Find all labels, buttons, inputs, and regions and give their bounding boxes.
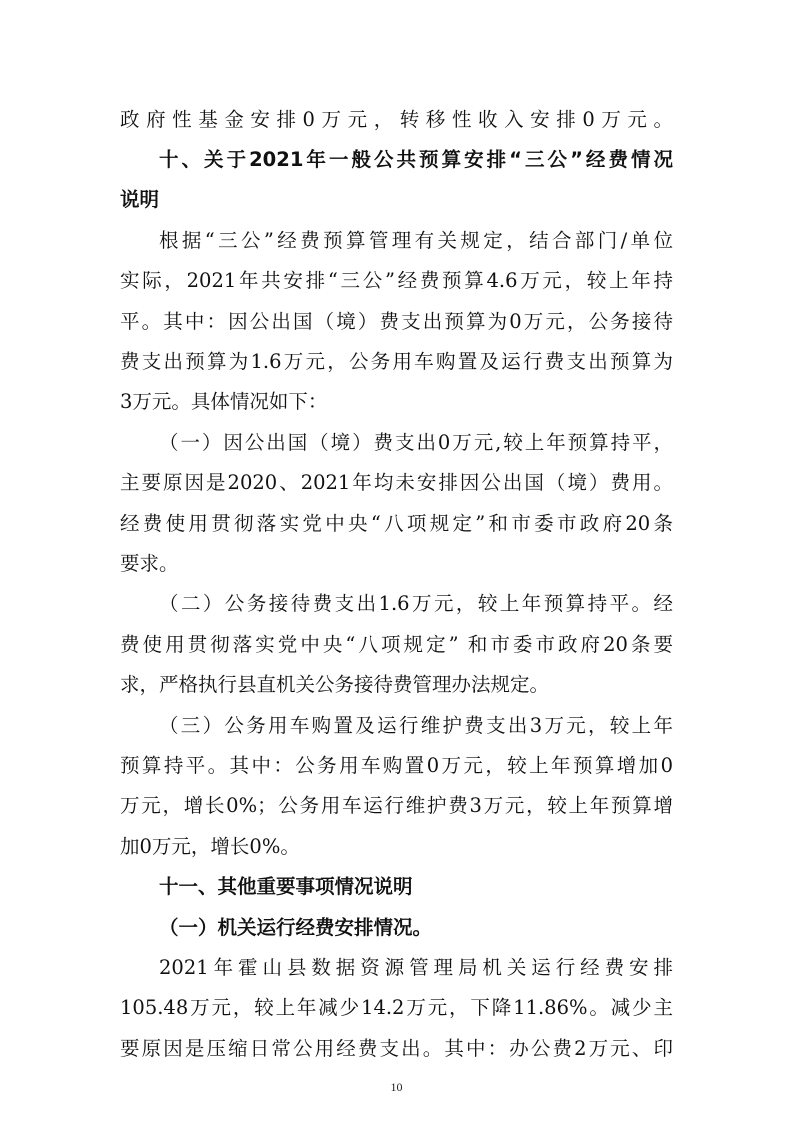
body-text-line: 求，严格执行县直机关公务接待费管理办法规定。: [120, 673, 550, 696]
body-text-line: 主要原因是2020、2021年均未安排因公出国（境）费用。: [120, 471, 673, 494]
body-text-line: 2021年霍山县数据资源管理局机关运行经费安排: [159, 956, 673, 979]
body-text-line: （二）公务接待费支出1.6万元，较上年预算持平。经: [159, 592, 673, 615]
body-text-line: 万元，增长0%；公务用车运行维护费3万元，较上年预算增: [120, 794, 673, 817]
body-text-line: （三）公务用车购置及运行维护费支出3万元，较上年: [159, 714, 673, 737]
body-text-line: 经费使用贯彻落实党中央“八项规定”和市委市政府20条: [120, 512, 673, 535]
body-text-line: 加0万元，增长0%。: [120, 835, 300, 858]
body-text-line: 3万元。具体情况如下：: [120, 390, 328, 413]
body-text-line: 政府性基金安排0万元，转移性收入安排0万元。: [120, 108, 673, 131]
subsection-heading: （一）机关运行经费安排情况。: [159, 916, 433, 939]
body-text-line: 费支出预算为1.6万元，公务用车购置及运行费支出预算为: [120, 350, 673, 373]
page-number: 10: [390, 1080, 403, 1094]
body-text-line: （一）因公出国（境）费支出0万元,较上年预算持平，: [159, 431, 673, 454]
body-text-line: 预算持平。其中：公务用车购置0万元，较上年预算增加0: [120, 754, 673, 777]
body-text-line: 费使用贯彻落实党中央“八项规定” 和市委市政府20条要: [120, 633, 673, 656]
body-text-line: 105.48万元，较上年减少14.2万元，下降11.86%。减少主: [120, 996, 673, 1019]
body-text-line: 要求。: [120, 552, 179, 575]
section-heading-ten-continued: 说明: [120, 188, 160, 211]
body-text-line: 实际，2021年共安排“三公”经费预算4.6万元，较上年持: [120, 269, 673, 292]
body-text-line: 根据“三公”经费预算管理有关规定，结合部门/单位: [159, 229, 673, 252]
body-text-line: 要原因是压缩日常公用经费支出。其中：办公费2万元、印: [120, 1037, 673, 1060]
section-heading-ten: 十、关于2021年一般公共预算安排“三公”经费情况: [159, 148, 673, 171]
body-text-line: 平。其中：因公出国（境）费支出预算为0万元，公务接待: [120, 310, 673, 333]
section-heading-eleven: 十一、其他重要事项情况说明: [159, 875, 413, 898]
